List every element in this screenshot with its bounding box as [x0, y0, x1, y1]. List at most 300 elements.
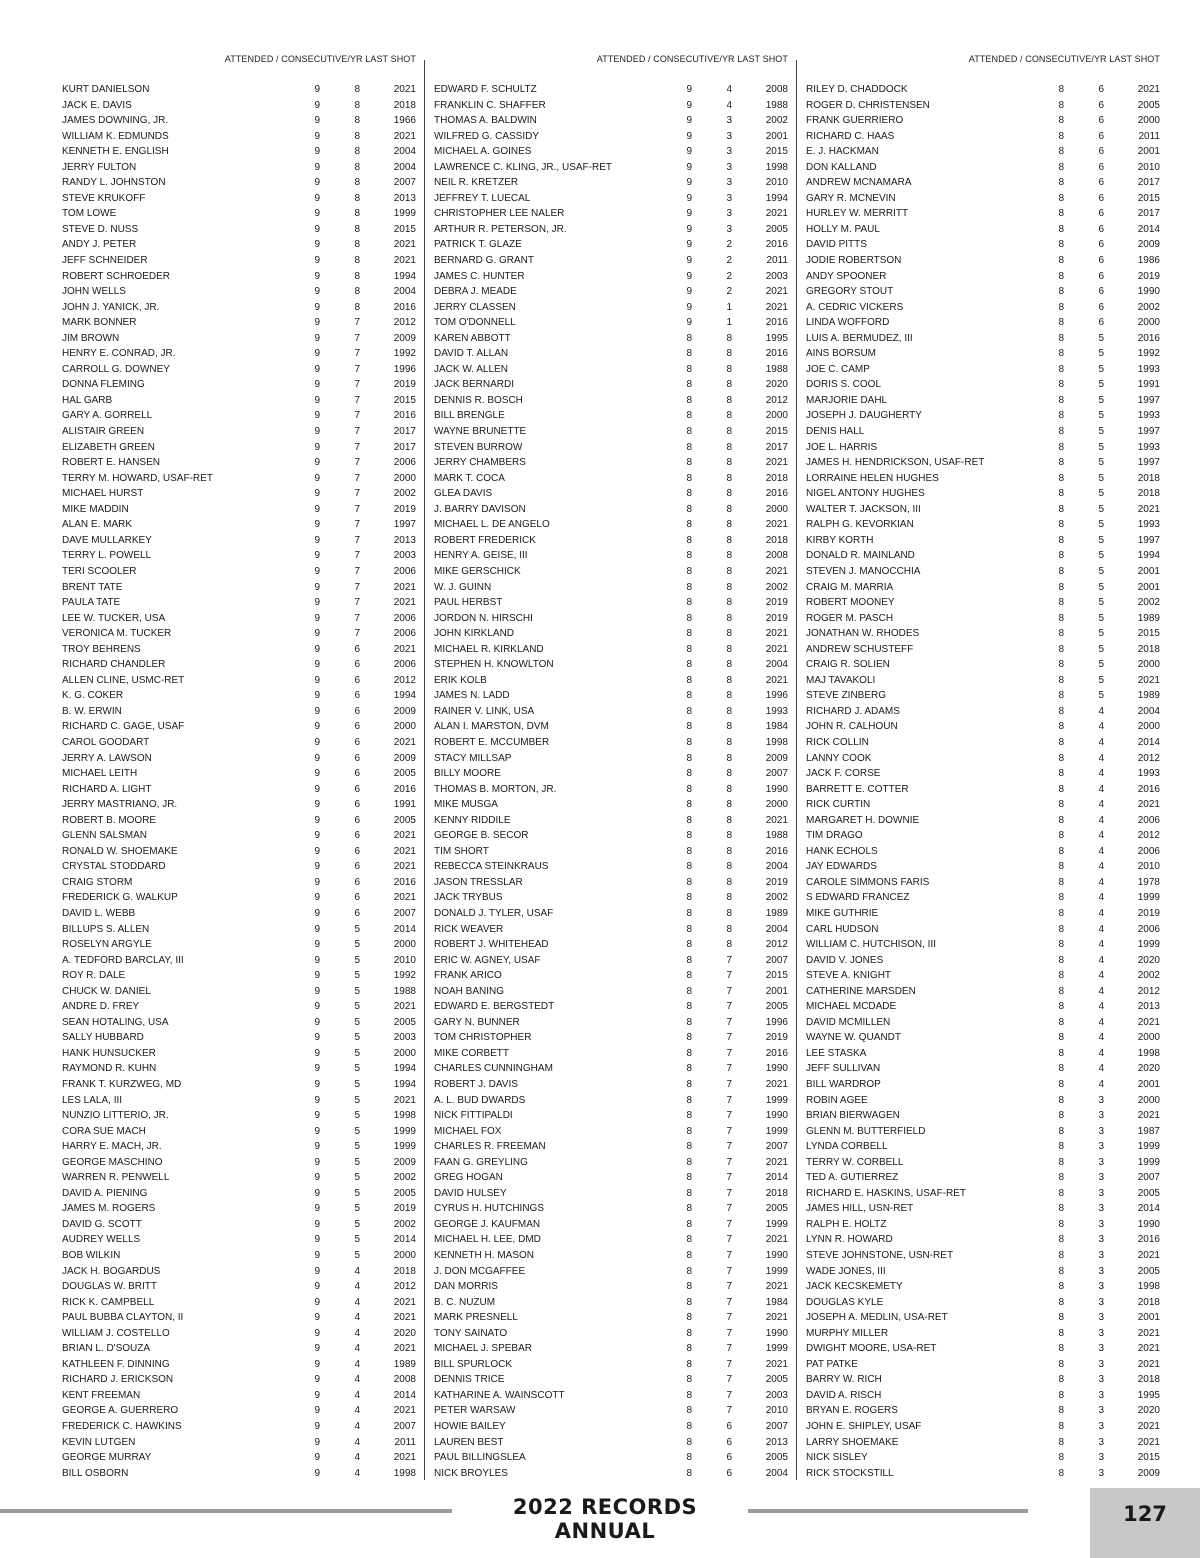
last-shot-year: 2014	[765, 1172, 788, 1184]
attended-count: 9	[314, 1094, 320, 1106]
record-row	[806, 953, 1160, 969]
attended-count: 8	[686, 939, 692, 951]
record-name: RILEY D. CHADDOCK	[806, 84, 908, 95]
record-row	[434, 999, 788, 1015]
consecutive-count: 5	[354, 970, 360, 982]
attended-count: 9	[686, 130, 692, 142]
attended-count: 9	[314, 223, 320, 235]
attended-count: 9	[314, 457, 320, 469]
attended-count: 8	[1058, 317, 1064, 329]
last-shot-year: 2019	[393, 1203, 416, 1215]
attended-count: 8	[686, 1141, 692, 1153]
attended-count: 8	[686, 736, 692, 748]
attended-count: 8	[1058, 115, 1064, 127]
consecutive-count: 7	[726, 1001, 732, 1013]
attended-count: 8	[686, 472, 692, 484]
record-row	[806, 284, 1160, 300]
record-name: TOM LOWE	[62, 208, 117, 220]
attended-count: 9	[314, 768, 320, 780]
record-name: JAMES C. HUNTER	[434, 270, 525, 282]
attended-count: 9	[314, 84, 320, 95]
record-row	[434, 1139, 788, 1155]
attended-count: 9	[314, 845, 320, 857]
last-shot-year: 2012	[393, 674, 416, 686]
record-name: JAMES HILL, USN-RET	[806, 1203, 914, 1215]
record-row	[62, 284, 416, 300]
record-row	[62, 844, 416, 860]
record-row	[806, 1077, 1160, 1093]
record-row	[434, 548, 788, 564]
attended-count: 9	[314, 301, 320, 313]
consecutive-count: 7	[726, 1312, 732, 1324]
attended-count: 8	[1058, 1374, 1064, 1386]
last-shot-year: 1999	[1137, 1156, 1160, 1168]
last-shot-year: 1991	[393, 799, 416, 811]
consecutive-count: 5	[1098, 690, 1104, 702]
consecutive-count: 6	[354, 799, 360, 811]
consecutive-count: 4	[1098, 1063, 1104, 1075]
last-shot-year: 2016	[765, 317, 788, 329]
consecutive-count: 5	[354, 1047, 360, 1059]
last-shot-year: 2017	[1137, 177, 1160, 189]
attended-count: 8	[1058, 1405, 1064, 1417]
attended-count: 8	[1058, 923, 1064, 935]
consecutive-count: 4	[1098, 1001, 1104, 1013]
attended-count: 8	[1058, 597, 1064, 609]
attended-count: 8	[686, 394, 692, 406]
attended-count: 8	[1058, 301, 1064, 313]
record-name: B. W. ERWIN	[62, 705, 122, 717]
attended-count: 8	[686, 363, 692, 375]
record-name: STEVE JOHNSTONE, USN-RET	[806, 1250, 954, 1262]
last-shot-year: 2006	[393, 628, 416, 640]
record-row	[806, 564, 1160, 580]
attended-count: 9	[314, 1436, 320, 1448]
record-row	[434, 1201, 788, 1217]
consecutive-count: 6	[354, 768, 360, 780]
attended-count: 9	[314, 441, 320, 453]
consecutive-count: 3	[1098, 1250, 1104, 1262]
record-row	[434, 1046, 788, 1062]
consecutive-count: 4	[354, 1281, 360, 1293]
record-row	[62, 875, 416, 891]
record-row	[806, 517, 1160, 533]
last-shot-year: 2021	[393, 892, 416, 904]
attended-count: 9	[314, 907, 320, 919]
attended-count: 8	[1058, 146, 1064, 158]
last-shot-year: 2021	[1137, 1110, 1160, 1122]
last-shot-year: 2021	[1137, 1327, 1160, 1339]
record-name: W. J. GUINN	[434, 581, 492, 593]
consecutive-count: 7	[354, 410, 360, 422]
record-name: ROBERT B. MOORE	[62, 814, 157, 826]
last-shot-year: 1996	[765, 690, 788, 702]
last-shot-year: 1997	[1137, 426, 1160, 438]
record-name: JORDON N. HIRSCHI	[434, 612, 533, 624]
last-shot-year: 1999	[1137, 1141, 1160, 1153]
record-row	[434, 237, 788, 253]
last-shot-year: 2005	[765, 223, 788, 235]
last-shot-year: 2000	[1137, 115, 1160, 127]
last-shot-year: 2021	[765, 286, 788, 298]
attended-count: 9	[314, 208, 320, 220]
record-row	[62, 890, 416, 906]
consecutive-count: 5	[1098, 457, 1104, 469]
consecutive-count: 3	[1098, 1172, 1104, 1184]
last-shot-year: 2001	[1137, 146, 1160, 158]
consecutive-count: 8	[726, 659, 732, 671]
last-shot-year: 2021	[393, 643, 416, 655]
consecutive-count: 4	[354, 1436, 360, 1448]
record-name: ALAN E. MARK	[62, 519, 133, 531]
last-shot-year: 2020	[1137, 1405, 1160, 1417]
record-row	[434, 253, 788, 269]
last-shot-year: 2016	[393, 783, 416, 795]
attended-count: 8	[1058, 1436, 1064, 1448]
last-shot-year: 2000	[393, 721, 416, 733]
record-row	[434, 844, 788, 860]
record-row	[806, 98, 1160, 114]
record-name: HANK HUNSUCKER	[62, 1047, 156, 1059]
record-name: JACK W. ALLEN	[434, 363, 508, 375]
attended-count: 8	[1058, 783, 1064, 795]
last-shot-year: 2021	[393, 84, 416, 95]
last-shot-year: 2005	[765, 1452, 788, 1464]
attended-count: 9	[314, 317, 320, 329]
consecutive-count: 6	[1098, 115, 1104, 127]
consecutive-count: 3	[1098, 1467, 1104, 1479]
consecutive-count: 7	[726, 1125, 732, 1137]
record-row	[806, 1466, 1160, 1482]
record-row	[806, 471, 1160, 487]
consecutive-count: 4	[354, 1405, 360, 1417]
last-shot-year: 2010	[765, 1405, 788, 1417]
attended-count: 8	[1058, 1327, 1064, 1339]
consecutive-count: 6	[354, 705, 360, 717]
attended-count: 8	[686, 441, 692, 453]
last-shot-year: 2016	[765, 1047, 788, 1059]
last-shot-year: 2018	[1137, 643, 1160, 655]
record-name: BILL BRENGLE	[434, 410, 505, 422]
record-row	[806, 82, 1160, 98]
attended-count: 8	[1058, 1141, 1064, 1153]
last-shot-year: 2021	[393, 239, 416, 251]
attended-count: 9	[314, 690, 320, 702]
record-name: DOUGLAS W. BRITT	[62, 1281, 158, 1293]
record-name: MARK PRESNELL	[434, 1312, 518, 1324]
last-shot-year: 2019	[1137, 270, 1160, 282]
last-shot-year: 2021	[765, 1358, 788, 1370]
consecutive-count: 3	[1098, 1281, 1104, 1293]
record-name: JOHN WELLS	[62, 286, 126, 298]
consecutive-count: 7	[726, 1374, 732, 1386]
consecutive-count: 6	[354, 892, 360, 904]
last-shot-year: 2016	[393, 301, 416, 313]
consecutive-count: 3	[1098, 1343, 1104, 1355]
record-row	[806, 1388, 1160, 1404]
consecutive-count: 4	[1098, 830, 1104, 842]
record-name: RAINER V. LINK, USA	[434, 705, 535, 717]
record-name: MIKE GUTHRIE	[806, 907, 879, 919]
record-name: HAL GARB	[62, 394, 113, 406]
last-shot-year: 2021	[393, 1001, 416, 1013]
record-name: THOMAS B. MORTON, JR.	[434, 783, 557, 795]
consecutive-count: 5	[354, 1250, 360, 1262]
last-shot-year: 2016	[765, 348, 788, 360]
last-shot-year: 1992	[1137, 348, 1160, 360]
consecutive-count: 8	[726, 876, 732, 888]
record-row	[434, 315, 788, 331]
consecutive-count: 6	[354, 907, 360, 919]
attended-count: 8	[686, 814, 692, 826]
record-row	[62, 1077, 416, 1093]
last-shot-year: 2021	[1137, 1343, 1160, 1355]
last-shot-year: 2009	[393, 705, 416, 717]
attended-count: 9	[686, 301, 692, 313]
record-name: MICHAEL H. LEE, DMD	[434, 1234, 541, 1246]
attended-count: 8	[686, 659, 692, 671]
consecutive-count: 8	[354, 286, 360, 298]
record-name: JACK F. CORSE	[806, 768, 881, 780]
consecutive-count: 8	[354, 130, 360, 142]
consecutive-count: 8	[726, 410, 732, 422]
record-row	[434, 191, 788, 207]
record-name: RALPH G. KEVORKIAN	[806, 519, 914, 531]
record-row	[806, 922, 1160, 938]
attended-count: 8	[1058, 534, 1064, 546]
record-row	[434, 751, 788, 767]
record-row	[434, 1232, 788, 1248]
record-row	[62, 222, 416, 238]
last-shot-year: 2000	[1137, 1032, 1160, 1044]
record-row	[62, 1388, 416, 1404]
last-shot-year: 2014	[1137, 223, 1160, 235]
attended-count: 8	[686, 1125, 692, 1137]
record-name: MAJ TAVAKOLI	[806, 674, 876, 686]
last-shot-year: 1999	[393, 208, 416, 220]
last-shot-year: 2021	[765, 1281, 788, 1293]
attended-count: 9	[314, 146, 320, 158]
record-row	[62, 704, 416, 720]
attended-count: 9	[314, 1358, 320, 1370]
record-name: NICK FITTIPALDI	[434, 1110, 513, 1122]
record-name: CAROLE SIMMONS FARIS	[806, 876, 930, 888]
attended-count: 9	[314, 1421, 320, 1433]
last-shot-year: 2021	[393, 1312, 416, 1324]
record-row	[434, 175, 788, 191]
record-row	[62, 828, 416, 844]
attended-count: 8	[686, 1110, 692, 1122]
record-row	[62, 1357, 416, 1373]
last-shot-year: 2005	[393, 768, 416, 780]
record-row	[434, 1186, 788, 1202]
consecutive-count: 3	[726, 146, 732, 158]
record-name: CAROL GOODART	[62, 736, 150, 748]
last-shot-year: 1995	[765, 332, 788, 344]
attended-count: 8	[1058, 705, 1064, 717]
attended-count: 9	[686, 208, 692, 220]
last-shot-year: 2002	[765, 892, 788, 904]
last-shot-year: 2021	[765, 1234, 788, 1246]
record-row	[806, 346, 1160, 362]
consecutive-count: 4	[1098, 845, 1104, 857]
attended-count: 9	[314, 379, 320, 391]
attended-count: 8	[686, 892, 692, 904]
attended-count: 8	[1058, 721, 1064, 733]
consecutive-count: 5	[1098, 394, 1104, 406]
record-name: JERRY MASTRIANO, JR.	[62, 799, 178, 811]
last-shot-year: 2014	[1137, 736, 1160, 748]
record-row	[434, 1170, 788, 1186]
record-name: TERRY L. POWELL	[62, 550, 152, 562]
record-name: DENNIS R. BOSCH	[434, 394, 523, 406]
attended-count: 9	[686, 223, 692, 235]
consecutive-count: 7	[354, 519, 360, 531]
record-row	[806, 1046, 1160, 1062]
attended-count: 8	[1058, 565, 1064, 577]
last-shot-year: 1990	[765, 783, 788, 795]
consecutive-count: 3	[1098, 1296, 1104, 1308]
column-header: ATTENDED / CONSECUTIVE/YR LAST SHOT	[224, 54, 416, 64]
last-shot-year: 1999	[765, 1094, 788, 1106]
last-shot-year: 2021	[765, 565, 788, 577]
record-row	[62, 766, 416, 782]
record-row	[62, 999, 416, 1015]
record-row	[434, 766, 788, 782]
record-row	[62, 688, 416, 704]
consecutive-count: 6	[1098, 177, 1104, 189]
last-shot-year: 2010	[1137, 861, 1160, 873]
last-shot-year: 2006	[393, 565, 416, 577]
consecutive-count: 6	[1098, 301, 1104, 313]
record-name: A. L. BUD DWARDS	[434, 1094, 526, 1106]
record-row	[62, 1466, 416, 1482]
record-name: DAVE MULLARKEY	[62, 534, 152, 546]
consecutive-count: 4	[1098, 907, 1104, 919]
record-name: JOHN E. SHIPLEY, USAF	[806, 1421, 922, 1433]
record-row	[434, 1279, 788, 1295]
attended-count: 8	[1058, 581, 1064, 593]
attended-count: 9	[314, 270, 320, 282]
attended-count: 9	[314, 130, 320, 142]
record-name: ROBERT J. WHITEHEAD	[434, 939, 549, 951]
record-row	[806, 269, 1160, 285]
consecutive-count: 8	[726, 332, 732, 344]
column-3	[806, 52, 1160, 1481]
record-row	[434, 1015, 788, 1031]
attended-count: 9	[686, 192, 692, 204]
record-name: SALLY HUBBARD	[62, 1032, 144, 1044]
record-row	[806, 1170, 1160, 1186]
last-shot-year: 2021	[765, 643, 788, 655]
record-name: WILLIAM C. HUTCHISON, III	[806, 939, 937, 951]
record-row	[62, 1326, 416, 1342]
last-shot-year: 1998	[765, 161, 788, 173]
record-name: MICHAEL J. SPEBAR	[434, 1343, 532, 1355]
record-row	[806, 1124, 1160, 1140]
last-shot-year: 2000	[393, 472, 416, 484]
consecutive-count: 7	[726, 1063, 732, 1075]
last-shot-year: 2005	[393, 1016, 416, 1028]
consecutive-count: 6	[1098, 223, 1104, 235]
record-name: JOE L. HARRIS	[806, 441, 878, 453]
consecutive-count: 5	[1098, 472, 1104, 484]
last-shot-year: 2015	[393, 223, 416, 235]
attended-count: 8	[1058, 99, 1064, 111]
record-row	[806, 1108, 1160, 1124]
attended-count: 8	[686, 534, 692, 546]
last-shot-year: 2001	[765, 130, 788, 142]
record-name: STEVEN BURROW	[434, 441, 523, 453]
record-row	[806, 548, 1160, 564]
last-shot-year: 2021	[765, 301, 788, 313]
record-name: MICHAEL FOX	[434, 1125, 502, 1137]
record-row	[62, 1232, 416, 1248]
consecutive-count: 5	[354, 1218, 360, 1230]
record-name: TOM CHRISTOPHER	[434, 1032, 532, 1044]
consecutive-count: 6	[1098, 146, 1104, 158]
record-name: JACK E. DAVIS	[62, 99, 132, 111]
last-shot-year: 2021	[393, 736, 416, 748]
record-name: JONATHAN W. RHODES	[806, 628, 920, 640]
record-row	[434, 502, 788, 518]
attended-count: 9	[314, 581, 320, 593]
consecutive-count: 8	[354, 270, 360, 282]
last-shot-year: 2016	[765, 845, 788, 857]
last-shot-year: 1993	[1137, 410, 1160, 422]
last-shot-year: 2007	[765, 768, 788, 780]
consecutive-count: 8	[726, 861, 732, 873]
record-row	[806, 237, 1160, 253]
record-name: FREDERICK G. WALKUP	[62, 892, 178, 904]
last-shot-year: 2017	[765, 441, 788, 453]
record-row	[434, 424, 788, 440]
record-row	[62, 642, 416, 658]
last-shot-year: 2021	[765, 457, 788, 469]
consecutive-count: 7	[354, 317, 360, 329]
consecutive-count: 7	[354, 581, 360, 593]
record-name: PAUL BUBBA CLAYTON, II	[62, 1312, 184, 1324]
consecutive-count: 7	[354, 426, 360, 438]
record-row	[434, 611, 788, 627]
record-name: TERRY M. HOWARD, USAF-RET	[62, 472, 213, 484]
record-row	[62, 1061, 416, 1077]
record-row	[434, 1248, 788, 1264]
record-row	[62, 315, 416, 331]
attended-count: 9	[314, 752, 320, 764]
last-shot-year: 2021	[393, 130, 416, 142]
last-shot-year: 2018	[765, 534, 788, 546]
consecutive-count: 8	[726, 768, 732, 780]
attended-count: 9	[314, 674, 320, 686]
consecutive-count: 5	[354, 1063, 360, 1075]
consecutive-count: 5	[1098, 519, 1104, 531]
record-name: GEORGE A. GUERRERO	[62, 1405, 179, 1417]
consecutive-count: 7	[726, 1281, 732, 1293]
record-row	[806, 1186, 1160, 1202]
record-row	[434, 486, 788, 502]
attended-count: 8	[1058, 907, 1064, 919]
record-name: EDWARD E. BERGSTEDT	[434, 1001, 555, 1013]
attended-count: 8	[686, 628, 692, 640]
last-shot-year: 2019	[765, 612, 788, 624]
record-row	[62, 1403, 416, 1419]
last-shot-year: 2007	[393, 1421, 416, 1433]
record-row	[434, 953, 788, 969]
last-shot-year: 2001	[1137, 565, 1160, 577]
consecutive-count: 8	[354, 115, 360, 127]
attended-count: 9	[686, 255, 692, 267]
